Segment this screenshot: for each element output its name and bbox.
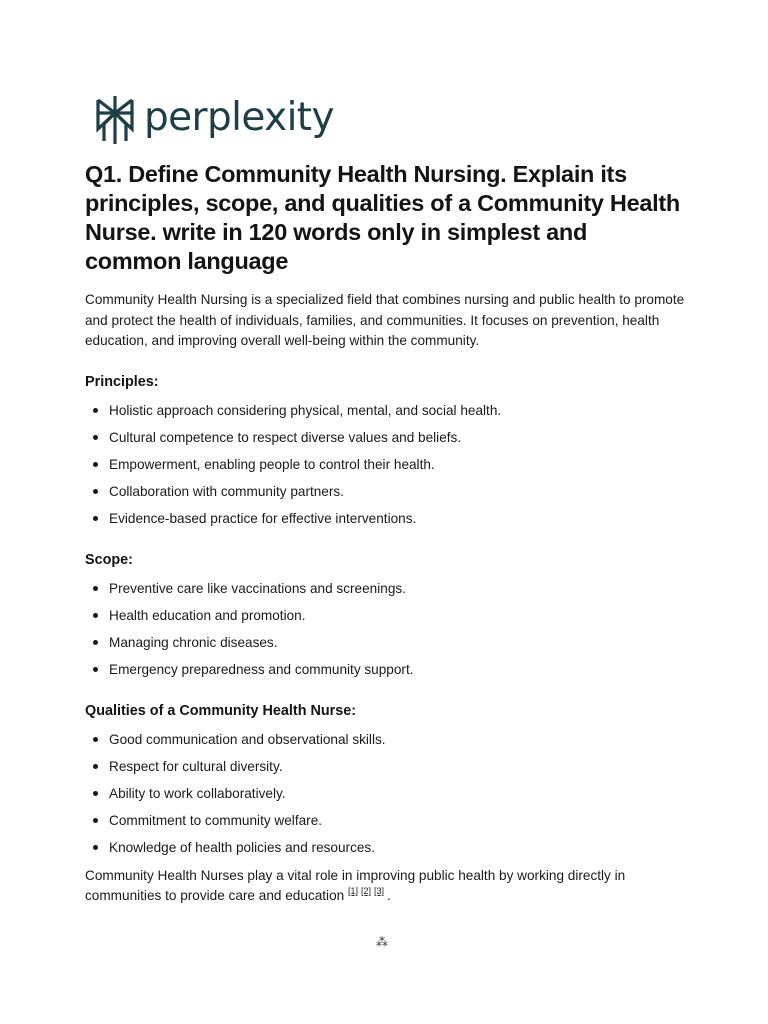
citation-link-1[interactable]: [1] bbox=[347, 886, 358, 896]
citation-link-3[interactable]: [3] bbox=[374, 886, 385, 896]
qualities-list bbox=[85, 731, 685, 856]
list-item: Empowerment, enabling people to control their health. bbox=[85, 456, 685, 473]
answer-document bbox=[85, 160, 685, 907]
citation-link-2[interactable]: [2] bbox=[360, 886, 371, 896]
question-title: Q1. Define Community Health Nursing. Explain its principles, scope, and qualities of a Community Health Nurse. write in 120 words only in simplest and common language bbox=[85, 161, 680, 274]
list-item: Holistic approach considering physical, mental, and social health. bbox=[85, 402, 685, 419]
conclusion-period: . bbox=[387, 888, 391, 903]
principles-heading: Principles: bbox=[85, 373, 159, 390]
list-item: Health education and promotion. bbox=[85, 607, 685, 624]
list-item: Good communication and observational skills. bbox=[85, 731, 685, 748]
scope-heading: Scope: bbox=[85, 551, 133, 568]
list-item: Commitment to community welfare. bbox=[85, 812, 685, 829]
asterism-divider: ⁂ bbox=[376, 935, 388, 949]
conclusion-text: Community Health Nurses play a vital role in improving public health by working directly in communities to provide care and education bbox=[85, 867, 626, 903]
list-item: Ability to work collaboratively. bbox=[85, 785, 685, 802]
conclusion-paragraph bbox=[85, 866, 685, 907]
list-item: Evidence-based practice for effective interventions. bbox=[85, 510, 685, 527]
citations bbox=[348, 886, 387, 896]
list-item: Collaboration with community partners. bbox=[85, 483, 685, 500]
brand-logo bbox=[94, 94, 334, 146]
principles-section bbox=[85, 374, 685, 527]
list-item: Cultural competence to respect diverse values and beliefs. bbox=[85, 429, 685, 446]
list-item: Managing chronic diseases. bbox=[85, 634, 685, 651]
principles-list bbox=[85, 402, 685, 527]
perplexity-logo-icon bbox=[94, 94, 136, 146]
qualities-section bbox=[85, 703, 685, 856]
list-item: Respect for cultural diversity. bbox=[85, 758, 685, 775]
list-item: Emergency preparedness and community support. bbox=[85, 661, 685, 678]
list-item: Preventive care like vaccinations and screenings. bbox=[85, 580, 685, 597]
scope-list bbox=[85, 580, 685, 678]
scope-section bbox=[85, 552, 685, 678]
intro-paragraph: Community Health Nursing is a specialized field that combines nursing and public health to promote and protect the health of individuals, families, and communities. It focuses on prevention, health education, and improving overall well-being within the community. bbox=[85, 292, 685, 348]
qualities-heading: Qualities of a Community Health Nurse: bbox=[85, 702, 357, 719]
list-item: Knowledge of health policies and resources. bbox=[85, 839, 685, 856]
brand-name: perplexity bbox=[144, 94, 334, 140]
